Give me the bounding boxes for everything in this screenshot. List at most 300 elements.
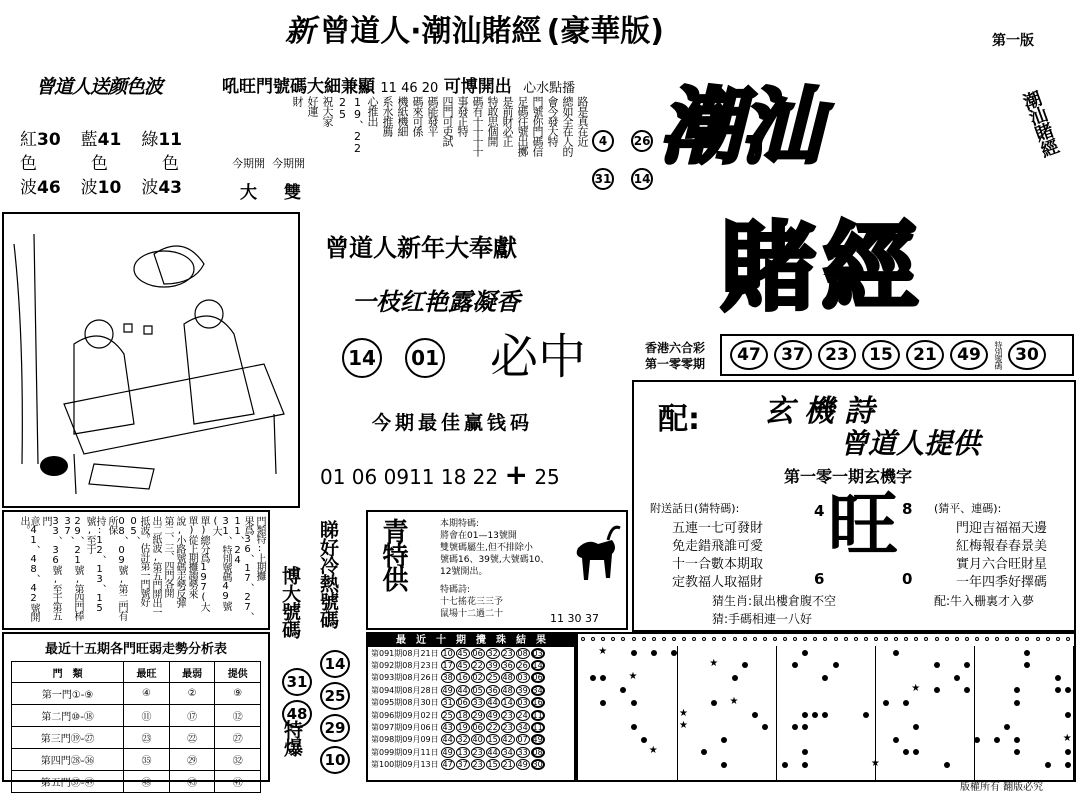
header-main: 曾道人·潮汕賭經: [320, 14, 542, 49]
grid-header-dot: [591, 637, 595, 641]
grid-header-dot: [834, 637, 838, 641]
grid-dot: [752, 712, 758, 718]
special-numbers: 11 30 37: [550, 612, 599, 625]
poem-circle-1: 4: [592, 130, 614, 152]
grid-star: ★: [729, 695, 739, 707]
grid-dot: [913, 724, 919, 730]
analysis-cell: ⑫: [215, 705, 261, 727]
grid-dot: [974, 737, 980, 743]
footer-copyright: 版權所有 翻版必究: [960, 782, 1044, 793]
recent-ball: 25: [442, 710, 453, 720]
lottery-ball: 49: [950, 340, 988, 370]
poem-column: 25: [336, 96, 349, 120]
door-note-column: 持:12、13、15號,至于: [84, 516, 105, 613]
best-numbers: [320, 458, 560, 491]
logo-big-1: 潮汕: [660, 80, 820, 175]
special-line-2: 雙號碼屬生,但不排除小: [440, 543, 533, 553]
grid-star: ★: [870, 757, 880, 769]
poem-column: 四門可吏試: [441, 96, 454, 146]
hot-line-text: 吼旺門號碼大細兼顯: [222, 77, 375, 97]
grid-dot: [721, 737, 727, 743]
grid-dot: [701, 749, 707, 755]
recent-ball: 07: [517, 735, 528, 745]
blue-label: 藍: [80, 130, 98, 150]
recent-ball: 49: [442, 747, 453, 757]
grid-header-dot: [995, 637, 999, 641]
grid-header-dot: [945, 637, 949, 641]
lottery-label-1: 香港六合彩: [645, 341, 706, 355]
recent-ball: 44: [487, 698, 498, 708]
recent-special: 16: [532, 698, 543, 708]
grid-dot: [893, 737, 899, 743]
special-period: 本期特碼:: [440, 519, 480, 529]
grid-dot: [822, 675, 828, 681]
recent-ball: 49: [487, 710, 498, 720]
recent-ball: 02: [472, 673, 483, 683]
recent-ball: 49: [442, 685, 453, 695]
analysis-cell: 第四門㉘-㊱: [12, 749, 124, 771]
hot-cold-number: 25: [320, 682, 350, 710]
analysis-row: [12, 749, 261, 771]
grid-header-dot: [672, 637, 676, 641]
recent-row: [371, 697, 546, 709]
recent-ball: 34: [502, 747, 513, 757]
poem-column: 碼有十十十十: [471, 96, 484, 156]
grid-header-dot: [854, 637, 858, 641]
recent-ball: 14: [502, 698, 513, 708]
grid-dot: [1065, 749, 1071, 755]
recent-period: 第091期08月21日: [371, 648, 439, 658]
special-box: [366, 510, 628, 630]
page-number: 第一版: [992, 33, 1034, 49]
recent-ball: 23: [502, 723, 513, 733]
poem-value-2: 雙: [284, 183, 301, 203]
recent-special: 49: [532, 735, 543, 745]
xuanji-left-label: 附送話日(猜特碼):: [650, 502, 740, 515]
best-plus: +: [504, 458, 528, 491]
recent-ball: 06: [472, 723, 483, 733]
grid-header-dot: [914, 637, 918, 641]
recent-row: [371, 647, 546, 659]
hot-cold-burst: 特爆: [281, 720, 303, 756]
poem-columns: [228, 96, 588, 206]
grid-dot: [1065, 712, 1071, 718]
grid-dot: [631, 700, 637, 706]
recent-ball: 08: [517, 648, 528, 658]
recent-title: 最 近 十 期 攪 珠 結 果: [368, 634, 574, 647]
special-text: [440, 518, 549, 620]
grid-header-dot: [662, 637, 666, 641]
analysis-cell: ㊺: [169, 771, 215, 793]
grid-dot: [863, 712, 869, 718]
grid-dot: [1024, 662, 1030, 668]
grid-header-dot: [682, 637, 686, 641]
color-box-grid: [20, 128, 220, 200]
grid-header-dot: [632, 637, 636, 641]
grid-divider: [776, 646, 777, 782]
gift-numbers: [342, 338, 445, 378]
lottery-ball: 21: [906, 340, 944, 370]
lottery-ball: 37: [774, 340, 812, 370]
analysis-cell: ②: [169, 683, 215, 705]
grid-header-dot: [712, 637, 716, 641]
grid-header-dot: [904, 637, 908, 641]
color-word-3: 色: [162, 154, 179, 174]
red-label: 紅: [20, 130, 37, 150]
header-edition: (豪華版): [546, 14, 665, 49]
recent-row: [371, 734, 546, 746]
door-note-column: 29、21號,第四門棒37、: [62, 516, 83, 620]
grid-header-dot: [601, 637, 605, 641]
recent-ball: 39: [487, 661, 498, 671]
grid-header-dot: [783, 637, 787, 641]
recent-ball: 17: [442, 661, 453, 671]
grid-star: ★: [648, 745, 658, 757]
grid-header-dot: [1046, 637, 1050, 641]
recent-special: 08: [532, 747, 543, 757]
recent-ball: 45: [457, 648, 468, 658]
poem-circle-2: 26: [631, 130, 653, 152]
grid-header-dot: [813, 637, 817, 641]
recent-special: 14: [532, 661, 543, 671]
recent-period: 第094期08月28日: [371, 685, 439, 695]
lottery-strip: [720, 334, 1074, 376]
grid-header-dot: [844, 637, 848, 641]
grid-divider: [1073, 646, 1074, 782]
grid-header-dot: [621, 637, 625, 641]
grid-dot: [1065, 687, 1071, 693]
grid-header-dot: [975, 637, 979, 641]
analysis-cell: 第一門①-⑨: [12, 683, 124, 705]
grid-dot: [792, 724, 798, 730]
grid-dot: [994, 737, 1000, 743]
grid-header-dot: [1015, 637, 1019, 641]
hot-cold-number: 10: [320, 746, 350, 774]
recent-ball: 15: [487, 735, 498, 745]
recent-ball: 34: [517, 723, 528, 733]
recent-ball: 37: [457, 760, 468, 770]
analysis-cell: ㉗: [215, 727, 261, 749]
analysis-table: [11, 661, 261, 793]
recent-ball: 45: [457, 661, 468, 671]
analysis-header: 最弱: [169, 662, 215, 683]
grid-header-dot: [935, 637, 939, 641]
xuanji-left-line: 定教福人取福財: [672, 575, 764, 590]
recent-ball: 44: [442, 735, 453, 745]
grid-dot: [620, 687, 626, 693]
special-vertical: 青特供: [378, 518, 408, 590]
recent-ball: 24: [517, 710, 528, 720]
hot-cold-number-2: 31: [282, 668, 312, 696]
xuanji-left-line: 免走錯飛誰可愛: [672, 539, 764, 554]
recent-balls: [441, 759, 546, 771]
grid-star: ★: [679, 708, 688, 719]
recent-ball: 39: [517, 685, 528, 695]
recent-ball: 23: [472, 760, 483, 770]
xuanji-pei-line: 配:牛入栅裏才入夢: [934, 594, 1035, 608]
recent-ball: 23: [502, 648, 513, 658]
special-poem-1: 十七搖花三三予: [440, 597, 504, 607]
door-note-column: 單)從上期攤趨勢來: [186, 516, 197, 598]
grid-dot: [732, 675, 738, 681]
grid-header-dot: [753, 637, 757, 641]
xuanji-right-line: 門迎吉福福天邊: [956, 521, 1048, 536]
xuanji-right-label: (猜平、連碼):: [934, 502, 1002, 515]
door-note-column: 抵波。估計第一門號好05、: [128, 516, 149, 606]
grid-header-dot: [763, 637, 767, 641]
grid-header-dot: [924, 637, 928, 641]
gift-subtitle: 一枝红艳露凝香: [352, 288, 520, 316]
recent-balls: [441, 746, 546, 758]
blue-wave: 10: [97, 178, 122, 198]
poem-column: 心推出: [366, 96, 379, 126]
red-wave: 46: [37, 178, 61, 198]
xuanji-pei: 配:: [658, 402, 700, 437]
grid-dot: [802, 712, 808, 718]
grid-dot: [711, 700, 717, 706]
grid-divider: [974, 646, 975, 782]
xuanji-n0: 0: [902, 570, 913, 588]
grid-header-dot: [793, 637, 797, 641]
xuanji-left-line: 五連一七可發財: [672, 521, 764, 536]
xuanji-n8: 8: [902, 500, 913, 518]
poem-column: 祝大家: [321, 96, 334, 126]
wave-word-3: 波: [141, 178, 159, 198]
recent-ball: 36: [487, 685, 498, 695]
poem-column: 是前財必正: [501, 96, 514, 146]
grid-dot: [964, 687, 970, 693]
grid-dot: [631, 724, 637, 730]
poem-side-2: [592, 168, 653, 190]
grid-dot: [903, 749, 909, 755]
grid-dot: [883, 700, 889, 706]
grid-header-dot: [642, 637, 646, 641]
poem-circle-3: 31: [592, 168, 614, 190]
door-note-column: 08、09號,第二門有所保: [106, 516, 127, 620]
hot-line-tail: 可博開出: [443, 77, 512, 97]
poem-column: 門號你門碼信: [531, 96, 544, 156]
red-number: 30: [37, 130, 61, 150]
grid-header-dot: [874, 637, 878, 641]
door-note-column: 第二、三、四門各開: [162, 516, 173, 597]
grid-dot: [913, 749, 919, 755]
poem-column: 事發正特: [456, 96, 469, 136]
analysis-row: [12, 771, 261, 793]
door-note-column: 33、36號,至于第五門: [40, 516, 61, 620]
poem-label-2: 今期開: [272, 157, 305, 170]
hot-cold-numbers-2: [282, 668, 312, 728]
color-box-title: 曾道人送颜色波: [36, 76, 163, 98]
grid-star: ★: [628, 670, 638, 682]
xuanji-left-line: 十一合數本期取: [672, 557, 764, 572]
bizhong: 必中: [490, 329, 587, 385]
grid-header-dot: [803, 637, 807, 641]
grid-dot: [893, 650, 899, 656]
recent-ball: 22: [487, 723, 498, 733]
header-title: [285, 6, 664, 50]
recent-period: 第093期08月26日: [371, 673, 439, 683]
recent-row: [371, 759, 546, 771]
grid-dot: [671, 650, 677, 656]
recent-ball: 13: [457, 747, 468, 757]
grid-dot: [1065, 762, 1071, 768]
door-note-column: 單)總分爲197(大: [198, 516, 209, 611]
xuanji-n4: 4: [814, 502, 825, 520]
door-notes: [4, 512, 268, 632]
grid-header-dot: [702, 637, 706, 641]
recent-ball: 06: [457, 698, 468, 708]
grid-header-dot: [733, 637, 737, 641]
grid-header-dot: [894, 637, 898, 641]
analysis-cell: ⑰: [169, 705, 215, 727]
grid-dot: [1045, 762, 1051, 768]
grid-dot: [802, 724, 808, 730]
recent-results-box: [366, 632, 576, 782]
gift-title: 曾道人新年大奉獻: [325, 234, 517, 262]
green-label: 綠: [141, 130, 159, 150]
special-line-1: 將會在01—13號開: [440, 531, 517, 541]
recent-period: 第098期09月09日: [371, 735, 439, 745]
grid-header-dot: [1025, 637, 1029, 641]
grid-star: ★: [709, 658, 719, 670]
grid-dot: [762, 724, 768, 730]
special-poem-2: 鼠場十二過二十: [440, 609, 504, 619]
grid-dot: [833, 662, 839, 668]
grid-header-dot: [1066, 637, 1070, 641]
xuanji-right-line: 實月六合旺財星: [956, 557, 1048, 572]
recent-row: [371, 684, 546, 696]
recent-ball: 26: [517, 661, 528, 671]
door-note-column: 出二紙波,第五門開出一: [150, 516, 161, 616]
best-label: 今期最佳赢钱码: [372, 412, 534, 434]
analysis-cell: ⑪: [124, 705, 170, 727]
poem-value-1: 大: [240, 183, 257, 203]
recent-ball: 22: [472, 661, 483, 671]
goat-icon: [568, 518, 624, 598]
xuanji-n6: 6: [814, 570, 825, 588]
grid-dot: [802, 762, 808, 768]
recent-ball: 44: [457, 685, 468, 695]
hot-cold-numbers: [320, 650, 350, 774]
analysis-row: [12, 705, 261, 727]
door-note-column: 果爲36、17、27、11、24: [232, 516, 253, 621]
recent-ball: 33: [517, 747, 528, 757]
recent-balls: [441, 697, 546, 709]
recent-special: 06: [532, 673, 543, 683]
grid-dot: [651, 650, 657, 656]
poem-column: 19、22: [351, 96, 364, 154]
recent-special: 03: [532, 648, 543, 658]
recent-row: [371, 659, 546, 671]
grid-header-dot: [823, 637, 827, 641]
logo-vertical: 潮汕賭經: [1017, 88, 1061, 160]
recent-table: [371, 647, 546, 771]
analysis-cell: 第五門㊲-㊾: [12, 771, 124, 793]
xuanji-box: [632, 380, 1076, 632]
analysis-cell: ㊶: [215, 771, 261, 793]
analysis-row: [12, 683, 261, 705]
grid-star: ★: [679, 720, 688, 732]
recent-ball: 36: [502, 661, 513, 671]
analysis-header: 門 類: [12, 662, 124, 683]
recent-ball: 44: [487, 747, 498, 757]
poem-column: 會今發大特: [546, 96, 559, 146]
recent-ball: 10: [442, 648, 453, 658]
recent-special: 11: [532, 723, 543, 733]
analysis-cell: ㉒: [169, 727, 215, 749]
xuanji-title-1: 玄機詩: [764, 394, 884, 429]
logo-big-2: 賭經: [720, 212, 924, 324]
grid-dot: [1014, 737, 1020, 743]
xuanji-issue: 第一零一期玄機字: [784, 467, 913, 486]
recent-period: 第095期08月30日: [371, 698, 439, 708]
grid-dot: [1024, 650, 1030, 656]
grid-header-dot: [581, 637, 585, 641]
xuanji-right-line: 一年四季好擇碼: [956, 575, 1048, 590]
wave-word-1: 波: [20, 178, 37, 198]
xuanji-animal: 猜生肖:鼠出樓倉腹不空: [712, 594, 837, 608]
grid-dot: [600, 700, 606, 706]
recent-balls: [441, 659, 546, 671]
recent-period: 第100期09月13日: [371, 760, 439, 770]
door-note-column: 意41、48、42號開出。: [18, 516, 39, 621]
xuanji-right-line: 紅梅報春春景美: [956, 539, 1048, 554]
green-wave: 43: [158, 178, 183, 198]
best-numbers-list: 01 06 0911 18 22: [320, 465, 499, 489]
grid-header-dot: [652, 637, 656, 641]
poem-column: 總如全在人的: [561, 96, 574, 156]
door-note-column: 說,小路號碼走勢反彈: [174, 516, 185, 607]
grid-header-dot: [773, 637, 777, 641]
special-poem-label: 特碼詩:: [440, 585, 471, 595]
grid-dot: [1014, 687, 1020, 693]
hot-cold-number-2: 48: [282, 700, 312, 728]
grid-header-dot: [985, 637, 989, 641]
hot-cold-title: 睇好冷熱號碼: [317, 520, 339, 628]
poem-column: 機紙機細: [396, 96, 409, 136]
grid-header-dot: [1036, 637, 1040, 641]
grid-star: ★: [1062, 732, 1072, 744]
xuanji-left-lines: [672, 520, 763, 592]
hot-line-note: 心水點播: [523, 81, 576, 96]
recent-period: 第097期09月06日: [371, 723, 439, 733]
lottery-ball: 23: [818, 340, 856, 370]
xuanji-center: 旺: [828, 484, 898, 566]
recent-ball: 49: [517, 760, 528, 770]
recent-row: [371, 746, 546, 758]
grid-dot: [954, 675, 960, 681]
door-notes-box: [2, 510, 270, 630]
recent-ball: 31: [442, 698, 453, 708]
grid-dot: [934, 687, 940, 693]
poem-column: 財: [291, 96, 304, 106]
analysis-cell: 第三門⑲-㉗: [12, 727, 124, 749]
recent-balls: [441, 721, 546, 733]
grid-dot: [721, 762, 727, 768]
recent-special: 34: [532, 685, 543, 695]
recent-ball: 15: [487, 760, 498, 770]
hot-line-nums: 11 46 20: [380, 81, 439, 96]
poem-circle-4: 14: [631, 168, 653, 190]
grid-header-dot: [743, 637, 747, 641]
blue-number: 41: [97, 130, 122, 150]
recent-ball: 25: [487, 673, 498, 683]
recent-period: 第092期08月23日: [371, 661, 439, 671]
door-note-column: 31、特別號碼49號(大: [210, 516, 231, 610]
grid-dot: [903, 700, 909, 706]
recent-special: 11: [532, 710, 543, 720]
grid-header-dot: [1056, 637, 1060, 641]
